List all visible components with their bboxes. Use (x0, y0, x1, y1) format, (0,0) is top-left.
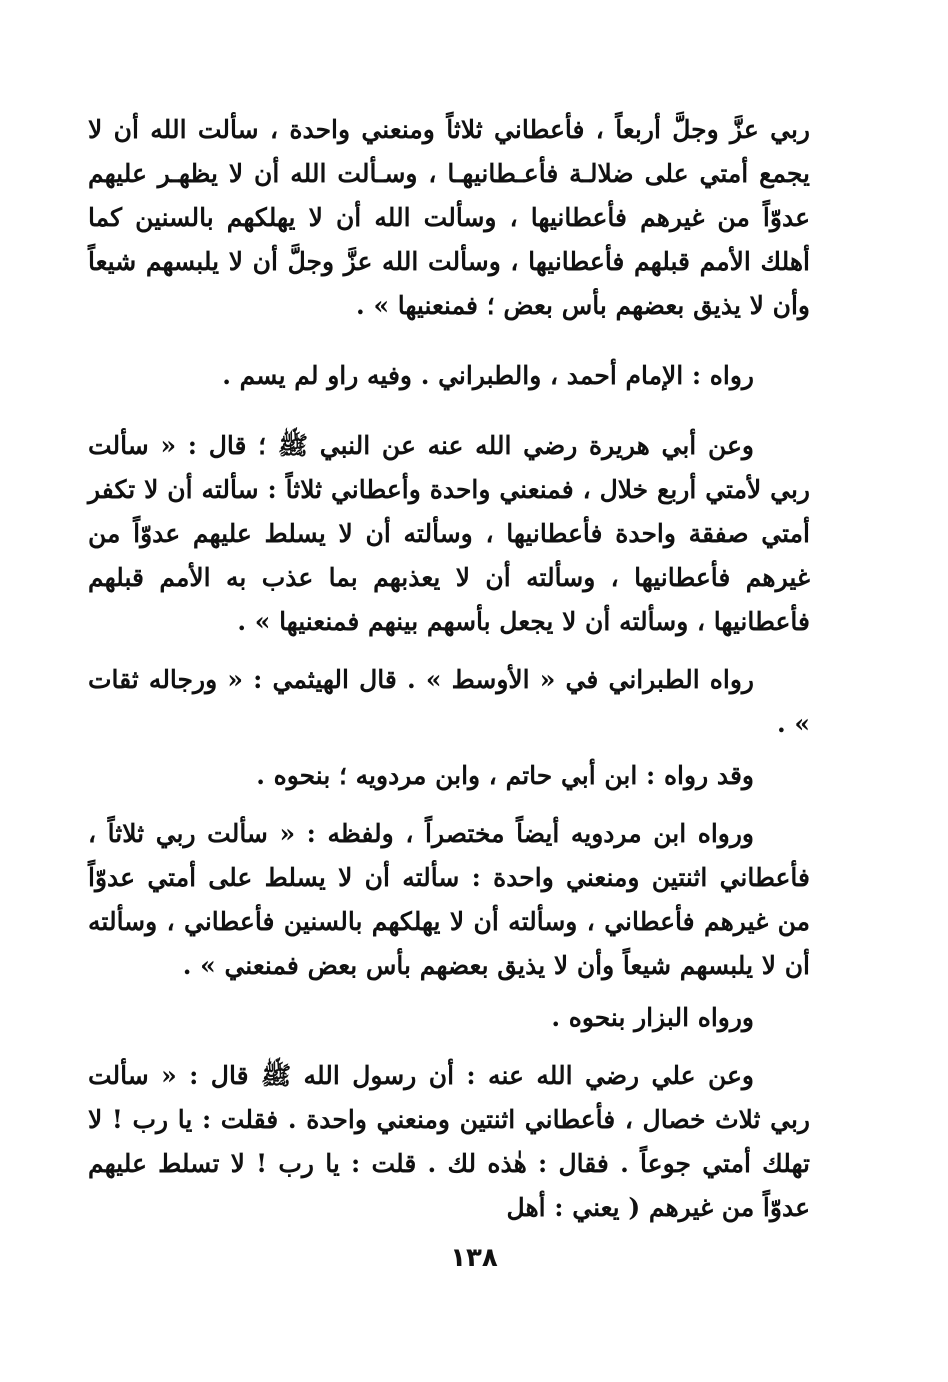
paragraph-continuation: ربي عزَّ وجلَّ أربعاً ، فأعطاني ثلاثاً ومنعني واحدة ، سألت الله أن لا يجمع أمتي على ضلالـة فأعـطانيهـا ، وسـألت الله أن لا يظهـر عليهم عدوّاً من غيرهم فأعطانيها ، وسألت الله أن لا يهلكهم بالسنين كما أهلك الأمم قبلهم فأعطانيها ، وسألت الله عزَّ وجلَّ أن لا يلبسهم شيعاً وأن لا يذيق بعضهم بأس بعض ؛ فمنعنيها » . (88, 115, 810, 320)
paragraph-ibn-marduwayh-hadith: ورواه ابن مردويه أيضاً مختصراً ، ولفظه : « سألت ربي ثلاثاً ، فأعطاني اثنتين ومنعني واحدة : سألته أن لا يسلط على أمتي عدوّاً من غيرهم فأعطاني ، وسألته أن لا يهلكهم بالسنين فأعطاني ، وسألته أن لا يلبسهم شيعاً وأن لا يذيق بعضهم بأس بعض فمنعني » . (88, 819, 810, 980)
paragraph-ali-hadith: وعن علي رضي الله عنه : أن رسول الله ﷺ قال : « سألت ربي ثلاث خصال ، فأعطاني اثنتين ومنعني واحدة . فقلت : يا رب ! لا تهلك أمتي جوعاً . فقال : هٰذه لك . قلت : يا رب ! لا تسلط عليهم عدوّاً من غيرهم ( يعني : أهل (88, 1061, 810, 1222)
paragraph-narration-note: رواه : الإمام أحمد ، والطبراني . وفيه راو لم يسم . (222, 361, 754, 390)
paragraph-abu-hurayra-hadith: وعن أبي هريرة رضي الله عنه عن النبي ﷺ ؛ قال : « سألت ربي لأمتي أربع خلال ، فمنعني واحدة وأعطاني ثلاثاً : سألته أن لا تكفر أمتي صفقة واحدة فأعطانيها ، وسألته أن لا يسلط عليهم عدوّاً من غيرهم فأعطانيها ، وسألته أن لا يعذبهم بما عذب به الأمم قبلهم فأعطانيها ، وسألته أن لا يجعل بأسهم بينهم فمنعنيها » . (88, 431, 810, 636)
paragraph-ibn-abi-hatim-note: وقد رواه : ابن أبي حاتم ، وابن مردويه ؛ بنحوه . (256, 761, 754, 790)
page-body (88, 108, 810, 1230)
paragraph-tabarani-note: رواه الطبراني في « الأوسط » . قال الهيثمي : « ورجاله ثقات » . (88, 665, 810, 738)
page-number: ١٣٨ (450, 1243, 498, 1273)
paragraph-bazzar-note: ورواه البزار بنحوه . (551, 1003, 754, 1032)
